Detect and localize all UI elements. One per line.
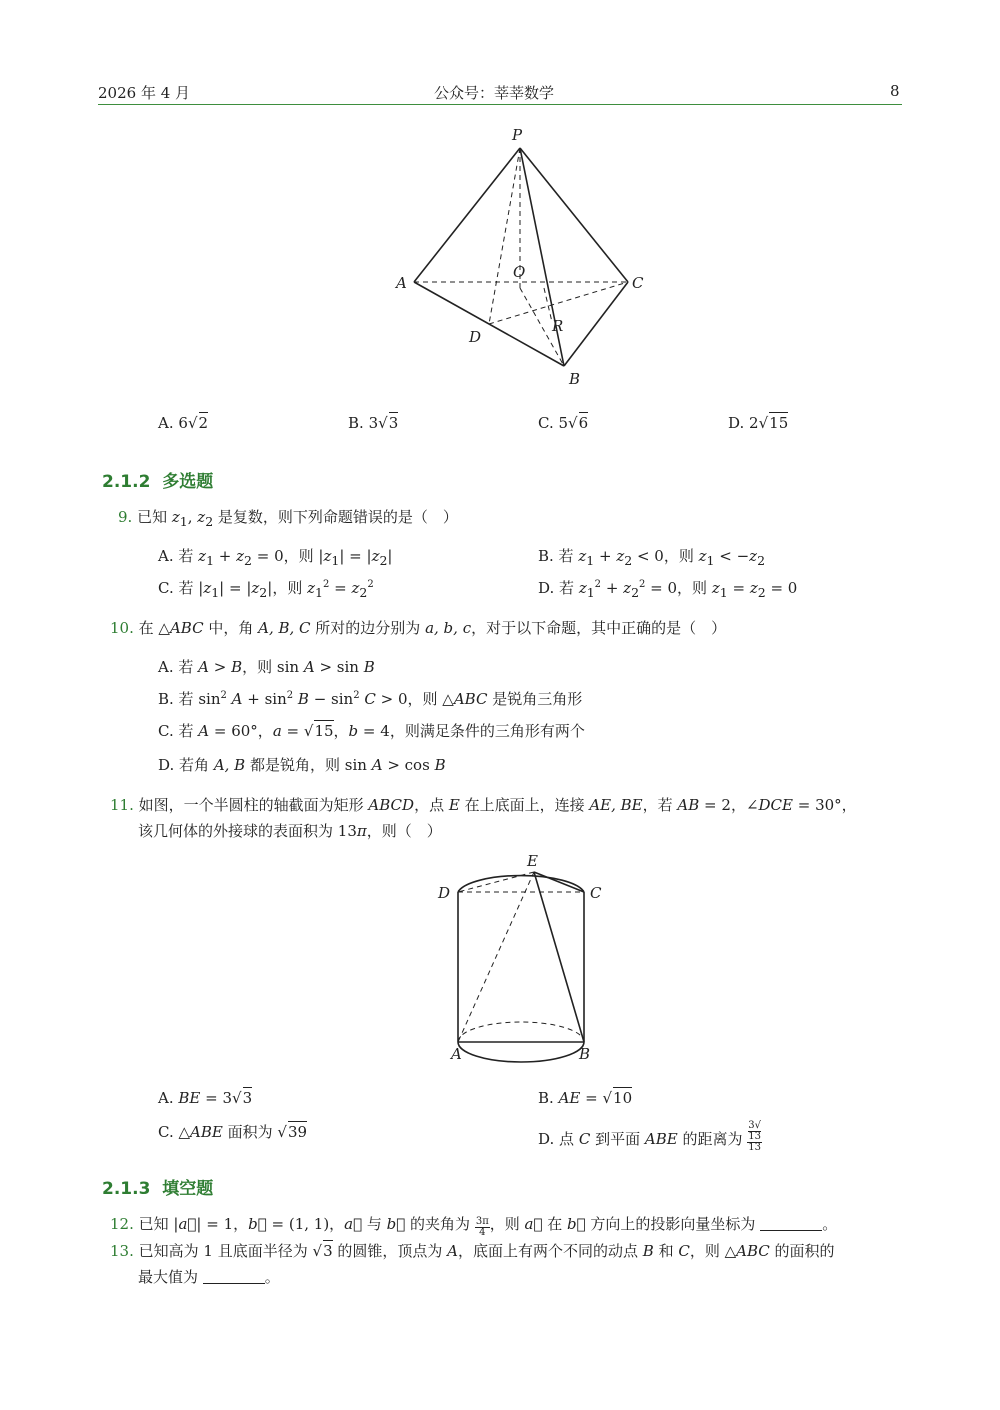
q10-option-a: A. 若 A > B，则 sin A > sin B xyxy=(158,658,375,676)
q10-option-d: D. 若角 A, B 都是锐角，则 sin A > cos B xyxy=(158,756,446,774)
q11-option-a: A. BE = 3√3 xyxy=(158,1089,253,1107)
question-10-stem: 10. 在 △ABC 中，角 A, B, C 所对的边分别为 a, b, c，对于以下命题，其中正确的是（ ） xyxy=(110,619,727,637)
label-O: O xyxy=(513,263,526,281)
section-heading-multiple-choice: 2.1.2 多选题 xyxy=(102,472,214,492)
q9-option-b: B. 若 $z_1 + z_2 < 0$，则 $z_1 < -z_2$ xyxy=(538,547,766,568)
header-title: 公众号：莘莘数学 xyxy=(434,84,555,102)
q11-option-b: B. AE = √10 xyxy=(538,1089,633,1107)
q8-option-c: C. 5√6 xyxy=(538,414,589,432)
q11-option-c: C. △ABE 面积为 √39 xyxy=(158,1123,308,1141)
q8-option-b: B. 3√3 xyxy=(348,414,399,432)
label-D: D xyxy=(438,884,451,902)
question-11-stem-line1: 11. 如图，一个半圆柱的轴截面为矩形 ABCD，点 E 在上底面上，连接 AE, BE，若 AB = 2，∠DCE = 30°， xyxy=(110,796,857,814)
q9-option-d: D. 若 $z_1^2 + z_2^2 = 0$，则 $z_1 = z_2 = 0$ xyxy=(538,579,798,600)
q10-option-b: B. 若 $\sin^2 A + \sin^2 B - \sin^2 C > 0$，则 △ABC 是锐角三角形 xyxy=(158,690,583,708)
label-P: P xyxy=(512,126,523,144)
label-C: C xyxy=(590,884,602,902)
half-cylinder-figure xyxy=(430,848,610,1063)
question-12: 12. 已知 |a⃗| = 1，b⃗ = (1, 1)，a⃗ 与 b⃗ 的夹角为 $\frac{3\pi}{4}$ ，则 a⃗ 在 b⃗ 方向上的投影向量坐标为 。 xyxy=(110,1215,838,1238)
page-number: 8 xyxy=(890,82,900,100)
section-heading-fill-blank: 2.1.3 填空题 xyxy=(102,1179,214,1199)
label-A: A xyxy=(396,274,407,292)
q8-option-d: D. 2√15 xyxy=(728,414,789,432)
label-D: D xyxy=(469,328,482,346)
pyramid-figure xyxy=(380,120,660,395)
answer-blank-12[interactable] xyxy=(760,1218,822,1231)
label-B: B xyxy=(569,370,581,388)
question-13-line1: 13. 已知高为 1 且底面半径为 √3 的圆锥，顶点为 A，底面上有两个不同的动点 B 和 C，则 △ABC 的面积的 xyxy=(110,1242,835,1260)
q9-option-a: A. 若 $z_1 + z_2 = 0$，则 $|z_1| = |z_2|$ xyxy=(158,547,393,568)
q9-option-c: C. 若 $|z_1| = |z_2|$，则 $z_1^2 = z_2^2$ xyxy=(158,579,374,600)
label-C: C xyxy=(632,274,644,292)
label-R: R xyxy=(552,317,564,335)
label-B: B xyxy=(579,1045,591,1063)
label-A: A xyxy=(451,1045,462,1063)
answer-blank-13[interactable] xyxy=(203,1271,265,1284)
label-E: E xyxy=(527,852,538,870)
header-rule xyxy=(98,104,902,105)
question-9-stem: 9. 已知 $z_1$, $z_2$ 是复数，则下列命题错误的是（ ） xyxy=(118,508,458,529)
header-date: 2026 年 4 月 xyxy=(98,84,191,102)
q11-option-d: D. 点 C 到平面 ABE 的距离为 3√ 13 13 xyxy=(538,1120,761,1153)
q8-option-a: A. 6√2 xyxy=(158,414,209,432)
question-13-line2: 最大值为 。 xyxy=(138,1268,280,1286)
question-11-stem-line2: 该几何体的外接球的表面积为 13π，则（ ） xyxy=(138,822,442,840)
q10-option-c: C. 若 A = 60°，a = √15，b = 4，则满足条件的三角形有两个 xyxy=(158,722,585,740)
